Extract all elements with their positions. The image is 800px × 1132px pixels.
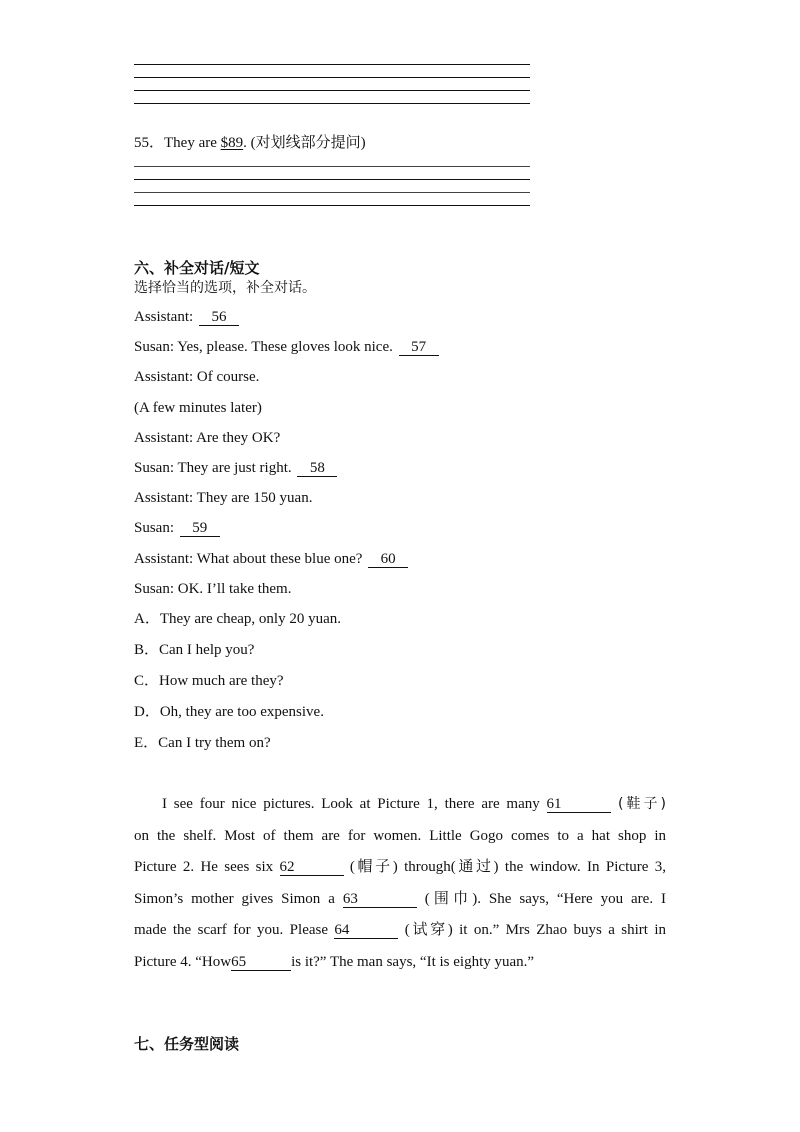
answer-line (134, 64, 530, 65)
dialogue-line: Susan: They are just right. 58 (134, 458, 337, 478)
question-number: 55． (134, 135, 165, 151)
blank-61[interactable]: 61 (547, 796, 611, 813)
option-b: B．Can I help you? (134, 642, 255, 658)
section-6-instruction: 选择恰当的选项，补全对话。 (134, 280, 316, 296)
answer-line (134, 90, 530, 91)
option-c: C．How much are they? (134, 673, 284, 689)
dialogue-line: Assistant: What about these blue one? 60 (134, 549, 408, 569)
question-instruction: . (对划线部分提问) (243, 135, 366, 151)
answer-line (134, 166, 530, 167)
dialogue-line: (A few minutes later) (134, 399, 262, 416)
blank-65[interactable]: 65 (231, 954, 291, 971)
section-6-title: 六、补全对话/短文 (134, 259, 260, 277)
passage-row: I see four nice pictures. Look at Picture 1, there are many 61 (鞋子) (162, 796, 666, 812)
blank-60[interactable]: 60 (368, 551, 408, 568)
option-d: D．Oh, they are too expensive. (134, 704, 324, 720)
answer-line (134, 77, 530, 78)
dialogue-line: Susan: OK. I’ll take them. (134, 580, 292, 597)
answer-line (134, 205, 530, 206)
blank-57[interactable]: 57 (399, 339, 439, 356)
passage-row: Picture 4. “How65 is it?” The man says, “It is eighty yuan.” (134, 953, 535, 970)
answer-line (134, 192, 530, 193)
blank-58[interactable]: 58 (297, 460, 337, 477)
answer-line (134, 103, 530, 104)
blank-63[interactable]: 63 (343, 891, 417, 908)
answer-line (134, 179, 530, 180)
passage-row: made the scarf for you. Please 64 (试穿) it on.” Mrs Zhao buys a shirt in (134, 922, 666, 938)
dialogue-line: Assistant: They are 150 yuan. (134, 490, 313, 507)
passage-row: on the shelf. Most of them are for women. Little Gogo comes to a hat shop in (134, 827, 666, 844)
blank-59[interactable]: 59 (180, 520, 220, 537)
blank-62[interactable]: 62 (280, 859, 344, 876)
dialogue-line: Assistant: 56 (134, 307, 239, 327)
option-e: E．Can I try them on? (134, 735, 271, 751)
option-a: A．They are cheap, only 20 yuan. (134, 611, 342, 627)
passage-row: Picture 2. He sees six 62 (帽子) through(通过) the window. In Picture 3, (134, 859, 667, 875)
passage-row: Simon’s mother gives Simon a 63 (围巾). She says, “Here you are. I (134, 890, 667, 907)
blank-56[interactable]: 56 (199, 309, 239, 326)
dialogue-line: Assistant: Are they OK? (134, 429, 281, 446)
dialogue-line: Susan: 59 (134, 518, 220, 538)
question-55 (134, 133, 366, 153)
dialogue-line: Assistant: Of course. (134, 369, 260, 386)
question-text: They are (164, 135, 221, 151)
dialogue-line: Susan: Yes, please. These gloves look nice. 57 (134, 337, 439, 357)
section-7-title: 七、任务型阅读 (134, 1035, 240, 1053)
underlined-answer: $89 (220, 135, 244, 151)
cloze-passage (134, 789, 666, 978)
blank-64[interactable]: 64 (334, 922, 398, 939)
